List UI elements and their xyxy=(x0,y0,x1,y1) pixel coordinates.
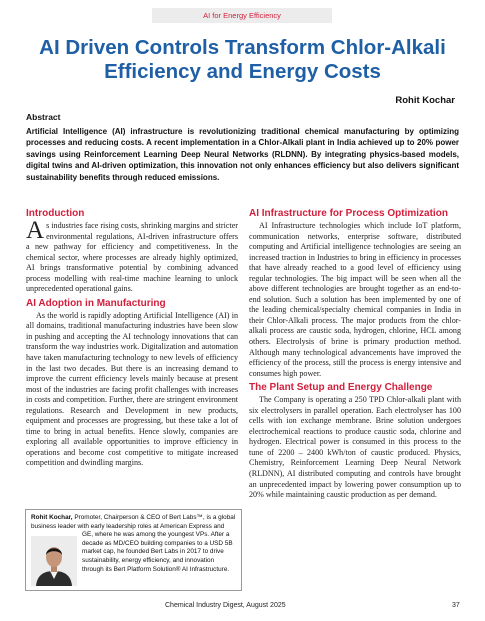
intro-paragraph: As industries face rising costs, shrinking margins and stricter environmental regulations, AI-driven infrastructure offers a new pathway for efficiency and competitiveness. In the chemical sector, where processes are already highly optimized, AI brings transformative potential by combining advanced process modelling with real-time machine learning to unlock unprecedented operational gains. xyxy=(26,217,238,294)
section-heading-plant-setup: The Plant Setup and Energy Challenge xyxy=(249,382,433,394)
bio-text-rest: GE, where he was among the youngest VPs. After a decade as MD/CEO building companies to a USD 5B market cap, he founded Bert Labs in 2017 to drive sustainability, energy efficiency, and innovation through its Bert Platform Solution® AI Infrastructure. xyxy=(82,531,233,573)
section-heading-ai-adoption: AI Adoption in Manufacturing xyxy=(26,297,166,309)
page-number: 37 xyxy=(452,602,460,609)
right-column xyxy=(249,205,461,501)
bio-name: Rohit Kochar, xyxy=(31,514,73,521)
footer-journal: Chemical Industry Digest, August 2025 xyxy=(165,602,286,609)
plant-paragraph: The Company is operating a 250 TPD Chlor-alkali plant with six electrolysers in parallel operation. Each electrolyser has 100 cells with ion exchange membrane. Brine solution undergoes electrochemical reactions to produce caustic soda, chlorine and hydrogen. Electrical power is consumed in this process to the tune of 2200 – 2400 kWh/ton of caustic produced. Physics, Chemistry, Reinforcement Learning Deep Neural Network (RLDNN), AI distributed computing and controls have brought an unprecedented impact by lowering power consumption up to 20% while maintaining caustic production as per demand. xyxy=(249,395,461,500)
section-tag: AI for Energy Efficiency xyxy=(152,8,332,23)
adoption-paragraph: As the world is rapidly adopting Artificial Intelligence (AI) in all domains, traditional manufacturing industries have been slow in pushing and accepting the AI technology innovations that can transform the way industries work. Digitalization and automation have taken manufacturing technology to new levels of efficiency in the last two decades. But there is an increasing demand to improve the current efficiency levels mainly because at present most of the industries are facing profit challenges with increases in costs and competition. Further, there are stringent environment regulations. Research and Development in new products, equipment and processes are progressing, but these take a lot of time to bring in actual benefits. Hence slowly, companies are exploring all available opportunities to improve efficiency in operations and become cost competitive to mitigate increased competition and dwindling margins. xyxy=(26,310,238,468)
abstract-heading: Abstract xyxy=(26,112,61,122)
author-photo xyxy=(31,536,77,586)
author-name: Rohit Kochar xyxy=(395,95,455,106)
article-title: AI Driven Controls Transform Chlor-Alkali Efficiency and Energy Costs xyxy=(39,36,446,83)
bio-text-head: Promoter, Chairperson & CEO of Bert Labs™, is a global business leader with early leadership roles at American Express and xyxy=(31,514,236,530)
author-bio-box xyxy=(25,509,242,591)
author-portrait-icon xyxy=(31,536,77,586)
infrastructure-paragraph: AI Infrastructure technologies which include IoT platform, communication networks, enterprise software, distributed computing and Artificial intelligence technologies are seeing an increased traction in Industries to bring in efficiency in processes that have already reached to a good level of efficiency using regular technologies. The big impact will be seen when all the above different technologies are brought together as an end-to-end solution. Such a solution has been implemented by one of the leading chemical/specialty chemical companies in India in their Chlor-Alkali process. The major products from the chlor-alkali process are caustic soda, hydrogen, chlorine, HCL among others. Electrolysis of brine is primary production method. Although many technological advancements have improved the efficiency of the process, still the process is energy intensive and consumes high power. xyxy=(249,221,461,378)
abstract-text: Artificial Intelligence (AI) infrastructure is revolutionizing traditional chemical manufacturing by optimizing processes and reducing costs. A recent implementation in a Chlor-Alkali plant in India achieved up to 20% power savings using Reinforcement Learning Deep Neural Networks (RLDNN). By integrating physics-based models, digital twins and AI-driven optimization, this innovation not only enhances efficiency but also delivers significant sustainability benefits through reduced emissions. xyxy=(26,127,459,182)
section-heading-ai-infrastructure: AI Infrastructure for Process Optimization xyxy=(249,208,448,219)
drop-cap: A xyxy=(26,217,45,244)
left-column xyxy=(26,205,238,469)
section-heading-introduction: Introduction xyxy=(26,208,85,219)
